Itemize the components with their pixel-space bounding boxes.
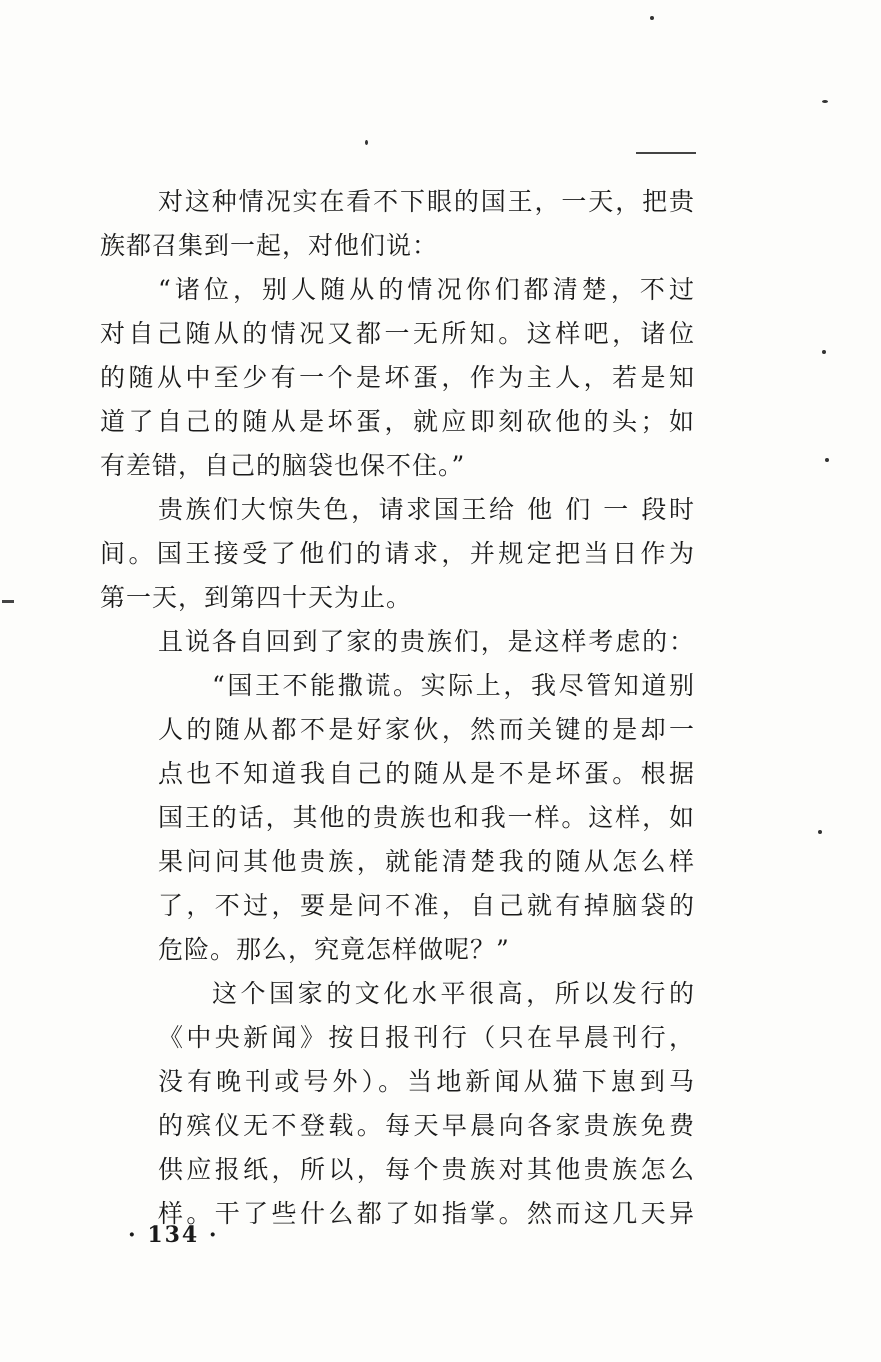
- text-line: 这个国家的文化水平很高，所以发行的: [212, 979, 695, 1008]
- page-number: · 134 ·: [128, 1222, 219, 1248]
- text-line: 族都召集到一起，对他们说：: [100, 231, 439, 260]
- text-line: 道了自己的随从是坏蛋，就应即刻砍他的头；如: [100, 407, 695, 436]
- text-line: 间。国王接受了他们的请求，并规定把当日作为: [100, 539, 695, 568]
- text-line: “国王不能撒谎。实际上，我尽管知道别: [212, 671, 695, 700]
- text-line: 危险。那么，究竟怎样做呢？”: [158, 935, 510, 964]
- text-line: 且说各自回到了家的贵族们，是这样考虑的：: [158, 627, 695, 656]
- text-line: 人的随从都不是好家伙，然而关键的是却一: [158, 715, 695, 744]
- scan-speck: [825, 458, 829, 462]
- body-text: [100, 180, 695, 1236]
- text-line: 国王的话，其他的贵族也和我一样。这样，如: [158, 803, 695, 832]
- text-line: 对自己随从的情况又都一无所知。这样吧，诸位: [100, 319, 695, 348]
- text-line: 果问问其他贵族，就能清楚我的随从怎么样: [158, 847, 695, 876]
- text-line: 供应报纸，所以，每个贵族对其他贵族怎么: [158, 1155, 695, 1184]
- scan-speck: [822, 350, 826, 354]
- text-line: 的殡仪无不登载。每天早晨向各家贵族免费: [158, 1111, 695, 1140]
- text-line: 样。干了些什么都了如指掌。然而这几天异: [158, 1199, 695, 1228]
- scan-speck: [822, 100, 828, 103]
- scan-speck: [365, 140, 368, 145]
- scan-mark: [636, 152, 696, 154]
- scan-speck: [650, 16, 654, 20]
- text-line: 点也不知道我自己的随从是不是坏蛋。根据: [158, 759, 695, 788]
- scan-mark: [2, 600, 14, 603]
- text-line: 的随从中至少有一个是坏蛋，作为主人，若是知: [100, 363, 695, 392]
- text-line: “诸位，别人随从的情况你们都清楚，不过: [158, 275, 695, 304]
- scan-speck: [818, 830, 822, 834]
- text-line: 《中央新闻》按日报刊行（只在早晨刊行，: [158, 1023, 695, 1052]
- text-line: 第一天，到第四十天为止。: [100, 583, 413, 612]
- text-line: 没有晚刊或号外）。当地新闻从猫下崽到马: [158, 1067, 695, 1096]
- text-line: 了，不过，要是问不准，自己就有掉脑袋的: [158, 891, 695, 920]
- text-line: 有差错，自己的脑袋也保不住。”: [100, 451, 466, 480]
- text-line: 贵族们大惊失色，请求国王给 他 们 一 段时: [158, 495, 695, 524]
- text-line: 对这种情况实在看不下眼的国王，一天，把贵: [158, 187, 695, 216]
